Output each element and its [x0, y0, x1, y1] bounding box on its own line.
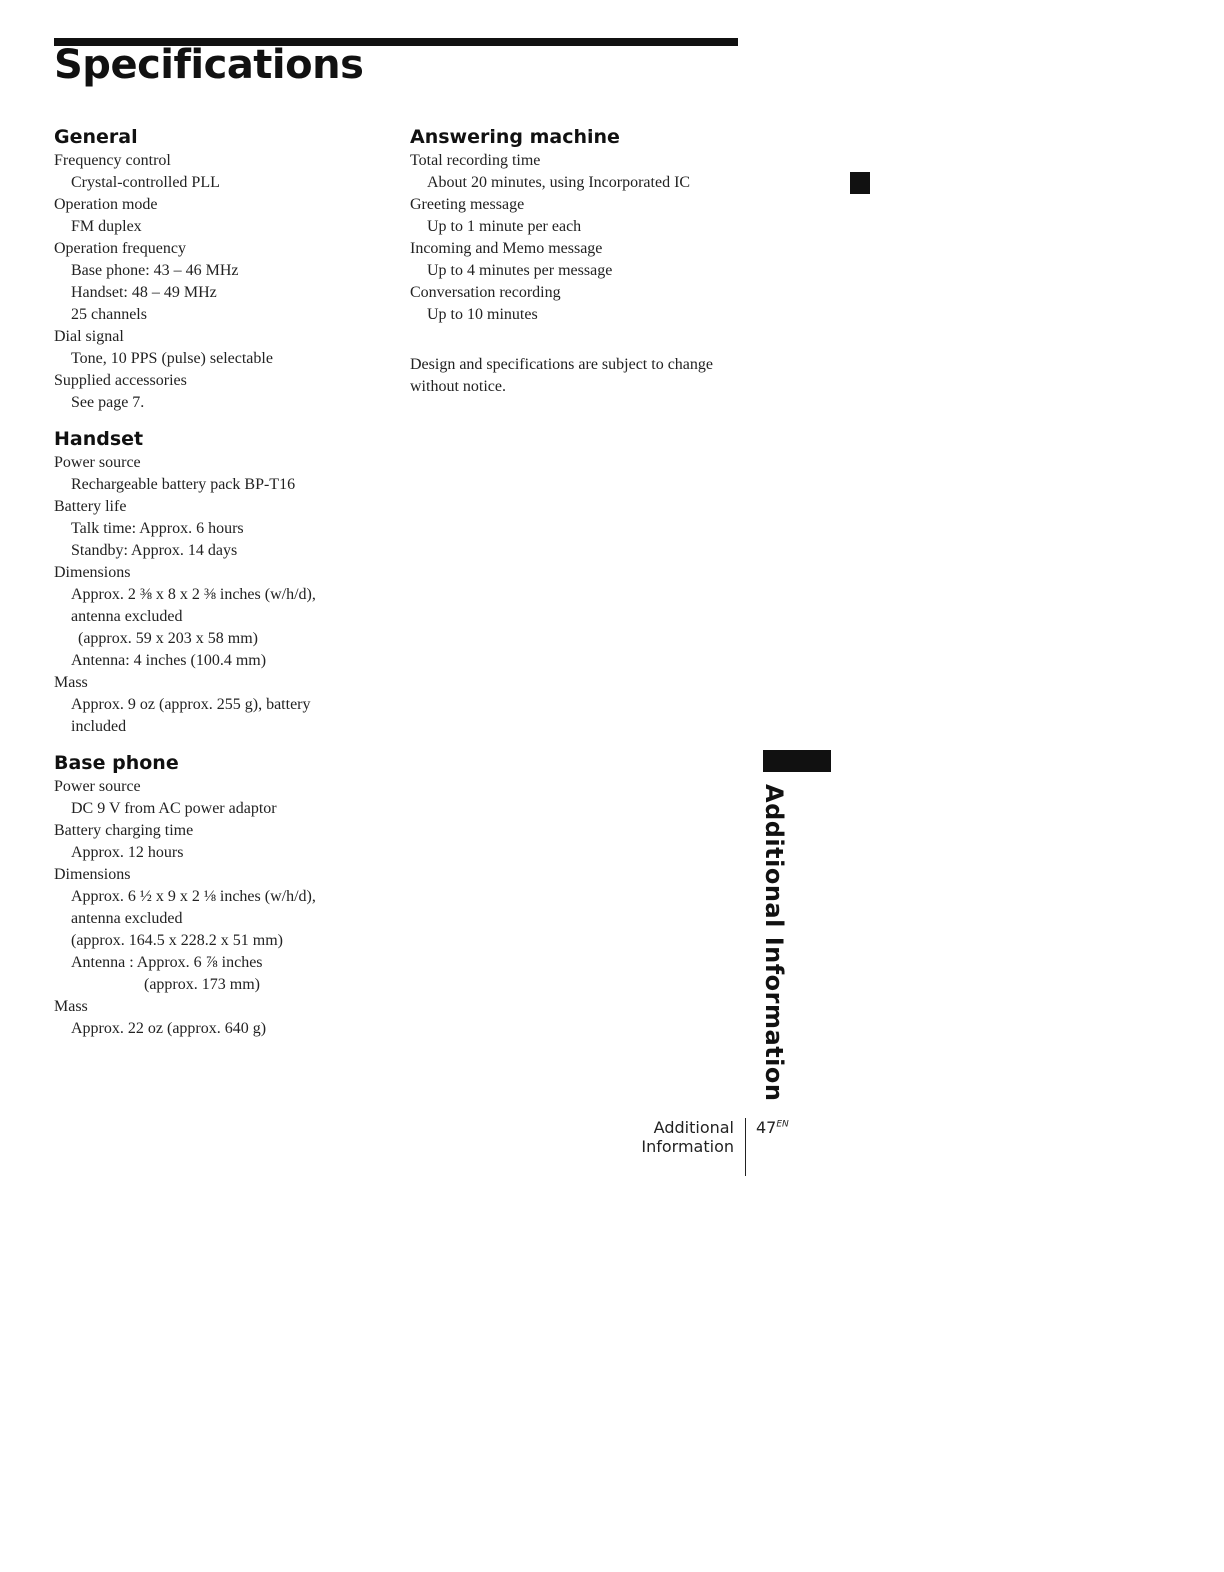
spec-label: Dimensions: [54, 564, 131, 581]
spec-label: Power source: [54, 454, 141, 471]
spec-value: Approx. 2 ⅜ x 8 x 2 ⅜ inches (w/h/d),: [71, 586, 316, 603]
spec-value: (approx. 164.5 x 228.2 x 51 mm): [71, 932, 283, 949]
spec-label: Incoming and Memo message: [410, 240, 603, 257]
spec-value: Up to 4 minutes per message: [427, 262, 613, 279]
section-base-phone: [54, 752, 384, 1040]
spec-value: Crystal-controlled PLL: [71, 174, 220, 191]
footer-page-number: [756, 1118, 789, 1137]
spec-label: Battery charging time: [54, 822, 194, 839]
spec-value: Antenna: 4 inches (100.4 mm): [71, 652, 267, 669]
right-column: [410, 126, 750, 398]
spec-value: Handset: 48 – 49 MHz: [71, 284, 217, 301]
spec-value: Antenna : Approx. 6 ⅞ inches: [71, 954, 263, 971]
footer-divider: [745, 1118, 746, 1176]
spec-label: Power source: [54, 778, 141, 795]
spec-label: Total recording time: [410, 152, 541, 169]
spec-label: Mass: [54, 674, 88, 691]
spec-label: Dimensions: [54, 866, 131, 883]
spec-value: About 20 minutes, using Incorporated IC: [427, 174, 691, 191]
spec-label: Dial signal: [54, 328, 124, 345]
spec-value: included: [71, 718, 127, 735]
spec-value: (approx. 59 x 203 x 58 mm): [78, 630, 258, 647]
spec-label: Greeting message: [410, 196, 525, 213]
spec-label: Battery life: [54, 498, 127, 515]
disclaimer-note: Design and specifications are subject to change without notice.: [410, 356, 713, 395]
spec-value: Rechargeable battery pack BP-T16: [71, 476, 296, 493]
spec-value: Approx. 6 ½ x 9 x 2 ⅛ inches (w/h/d),: [71, 888, 316, 905]
spec-label: Conversation recording: [410, 284, 561, 301]
spec-label: Supplied accessories: [54, 372, 187, 389]
spec-label: Mass: [54, 998, 88, 1015]
spec-value: Approx. 9 oz (approx. 255 g), battery: [71, 696, 311, 713]
spec-value: Approx. 12 hours: [71, 844, 184, 861]
side-tab-marker: [763, 750, 831, 772]
spec-value: Up to 1 minute per each: [427, 218, 582, 235]
spec-label: Operation frequency: [54, 240, 186, 257]
spec-value: Tone, 10 PPS (pulse) selectable: [71, 350, 273, 367]
spec-value: DC 9 V from AC power adaptor: [71, 800, 277, 817]
section-heading: General: [54, 126, 138, 148]
spec-value: See page 7.: [71, 394, 145, 411]
spec-value: (approx. 173 mm): [144, 976, 260, 993]
spec-value: antenna excluded: [71, 608, 183, 625]
section-answering-machine: [410, 126, 750, 326]
spec-value: Approx. 22 oz (approx. 640 g): [71, 1020, 267, 1037]
section-heading: Handset: [54, 428, 144, 450]
page-suffix: EN: [776, 1119, 789, 1130]
spec-value: Up to 10 minutes: [427, 306, 538, 323]
section-heading: Answering machine: [410, 126, 620, 148]
section-handset: [54, 428, 384, 738]
spec-value: 25 channels: [71, 306, 147, 323]
edge-registration-mark: [850, 172, 870, 194]
footer-section-name: Additional Information: [641, 1118, 734, 1156]
side-tab-label: Additional Information: [760, 784, 788, 1102]
left-column: [54, 126, 384, 1054]
spec-value: Standby: Approx. 14 days: [71, 542, 238, 559]
spec-label: Operation mode: [54, 196, 158, 213]
page-number: 47: [756, 1118, 777, 1137]
spec-value: antenna excluded: [71, 910, 183, 927]
section-general: [54, 126, 384, 414]
spec-value: FM duplex: [71, 218, 142, 235]
spec-label: Frequency control: [54, 152, 171, 169]
spec-value: Talk time: Approx. 6 hours: [71, 520, 244, 537]
page-title: Specifications: [54, 42, 364, 88]
section-heading: Base phone: [54, 752, 179, 774]
spec-value: Base phone: 43 – 46 MHz: [71, 262, 239, 279]
